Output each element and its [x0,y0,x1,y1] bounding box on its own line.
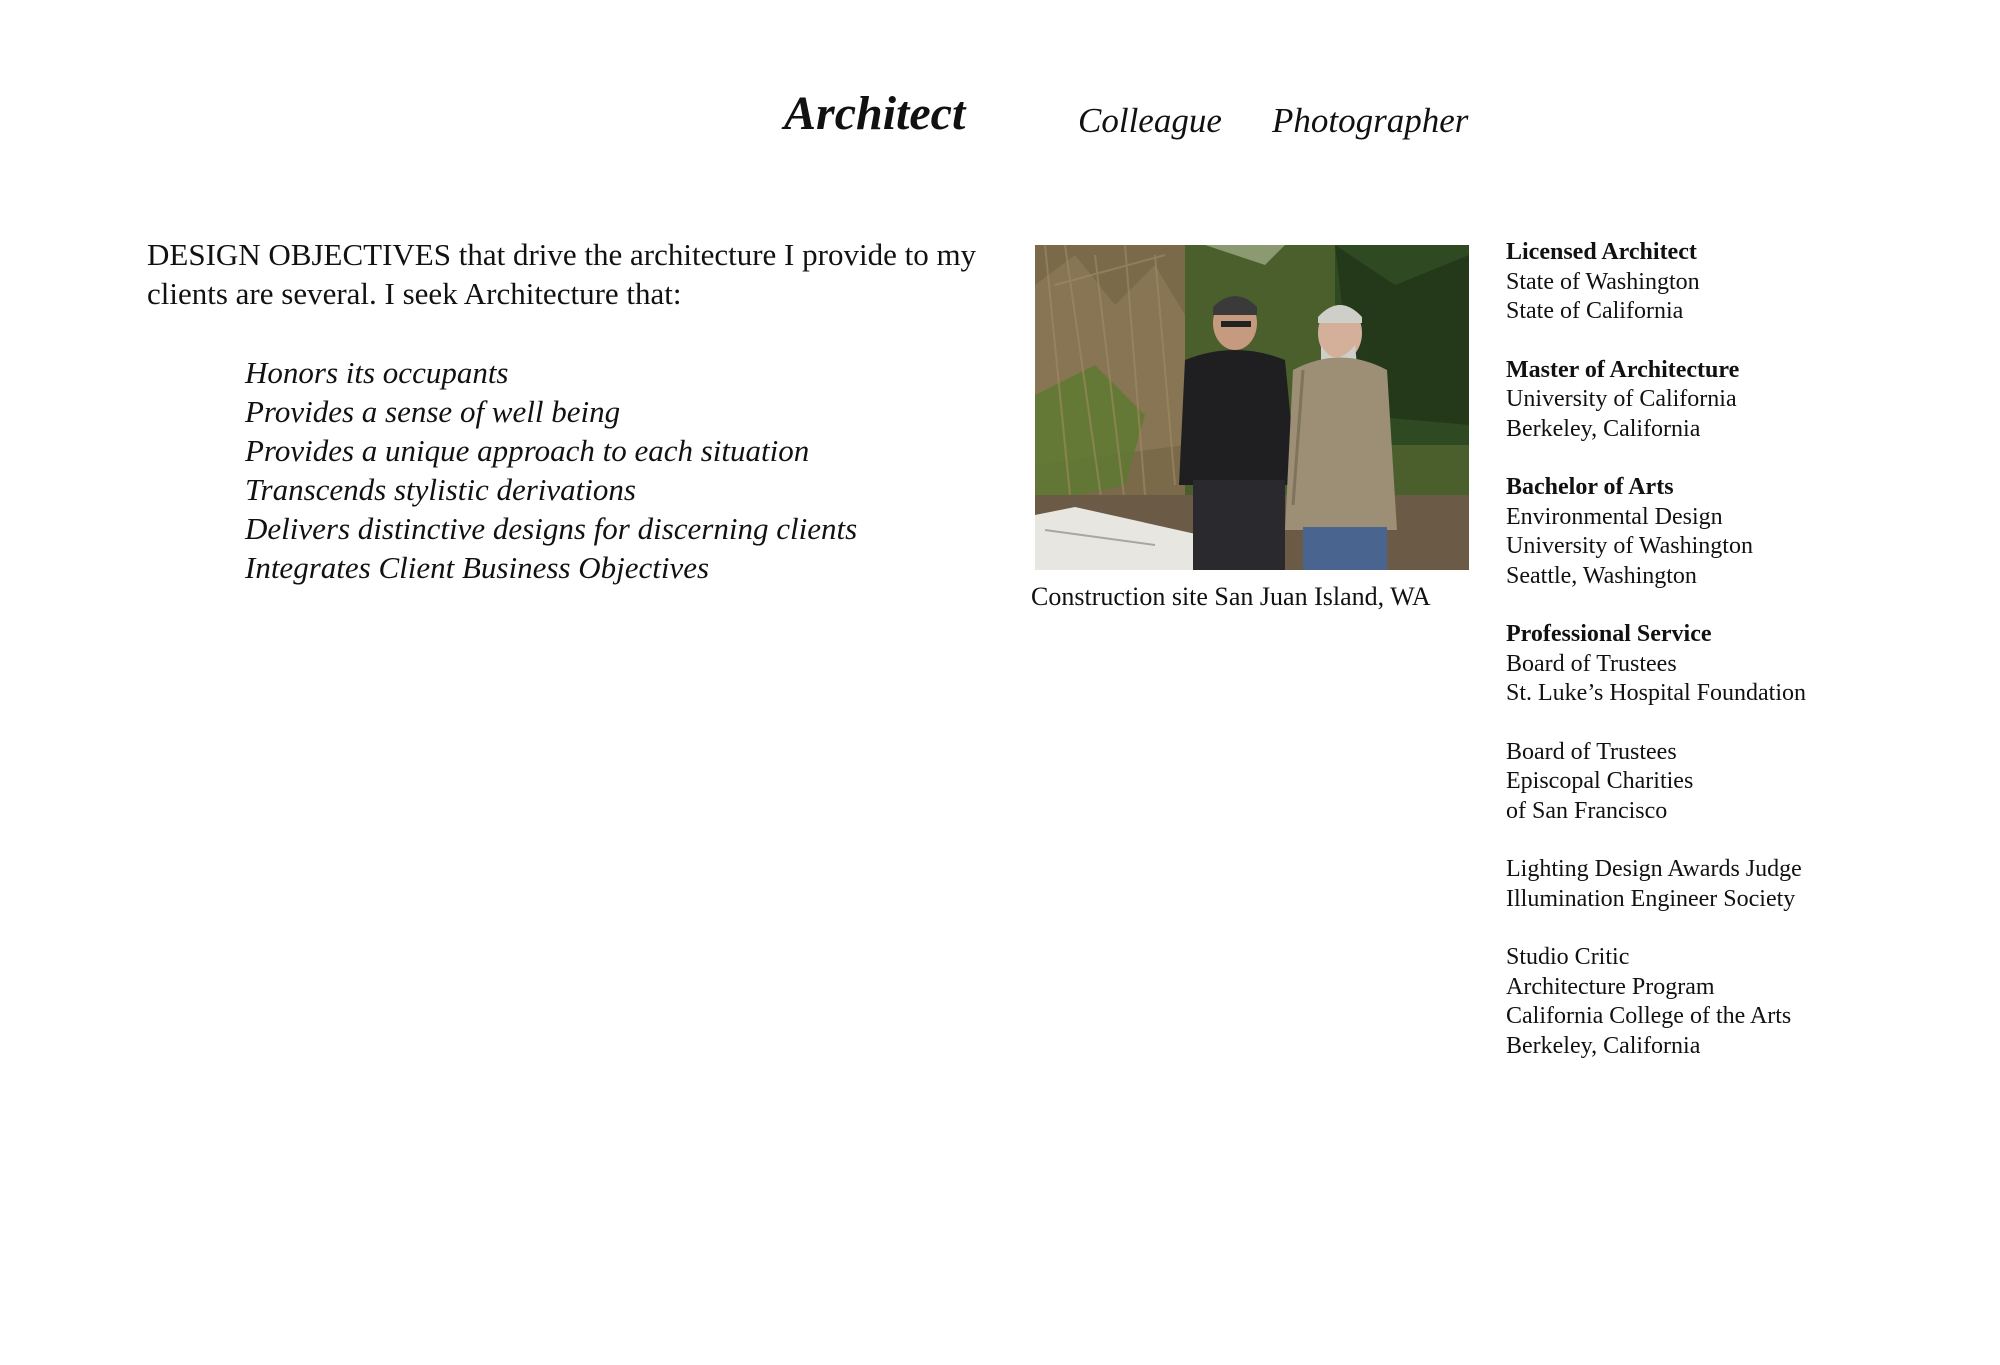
credential-line: Environmental Design [1506,503,1723,530]
objective-item: Provides a unique approach to each situation [245,433,810,468]
credential-line: Studio Critic [1506,944,1630,970]
credential-line: Board of Trustees [1506,650,1677,677]
credential-professional-service [1506,620,1986,709]
credential-line: California College of the Arts [1506,1003,1792,1029]
credential-line: of San Francisco [1506,797,1668,824]
nav-item-photographer[interactable]: Photographer [1272,101,1469,140]
credential-line: Episcopal Charities [1506,768,1694,794]
credential-line: Berkeley, California [1506,1032,1701,1059]
credential-line: Lighting Design Awards Judge [1506,856,1802,882]
objective-item: Transcends stylistic derivations [245,472,636,507]
nav-item-colleague[interactable]: Colleague [1078,101,1222,140]
top-nav [0,0,2000,200]
credential-line: St. Luke’s Hospital Foundation [1506,680,1806,706]
credential-line: Seattle, Washington [1506,562,1697,589]
photo-caption: Construction site San Juan Island, WA [1031,582,1431,611]
objective-item: Honors its occupants [245,355,509,390]
objective-item: Provides a sense of well being [245,394,621,429]
credential-line: University of California [1506,386,1737,412]
credential-line: State of Washington [1506,268,1700,295]
credential-studio-critic [1506,943,1986,1061]
nav-item-architect[interactable]: Architect [784,87,966,140]
design-objectives-intro: DESIGN OBJECTIVES that drive the architecture I provide to my clients are several. I seek Architecture that: [147,237,977,311]
objective-item: Delivers distinctive designs for discerning clients [245,511,858,546]
credential-episcopal-charities [1506,738,1986,827]
credential-heading: Master of Architecture [1506,356,1740,383]
credential-line: Berkeley, California [1506,415,1701,442]
credential-heading: Bachelor of Arts [1506,474,1674,500]
credential-line: Architecture Program [1506,973,1715,1000]
credential-heading: Professional Service [1506,621,1712,647]
credentials-list [1506,238,1986,1090]
credential-master-of-architecture [1506,356,1986,445]
credential-line: Illumination Engineer Society [1506,885,1796,912]
credential-line: State of California [1506,298,1684,324]
credential-line: University of Washington [1506,533,1753,559]
credential-line: Board of Trustees [1506,738,1677,765]
credential-heading: Licensed Architect [1506,239,1697,265]
credential-lighting-design-judge [1506,855,1986,914]
credential-licensed-architect [1506,238,1986,327]
construction-site-photo [1035,245,1469,570]
objective-item: Integrates Client Business Objectives [245,550,710,585]
objectives-list [245,353,857,587]
credential-bachelor-of-arts [1506,473,1986,591]
